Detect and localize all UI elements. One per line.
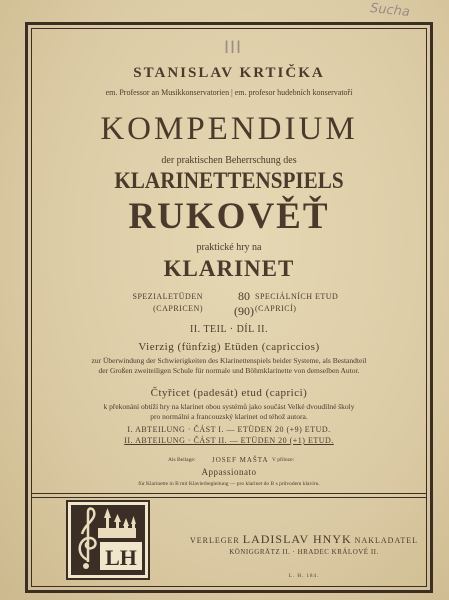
- instrument-german: KLARINETTENSPIELS: [114, 168, 344, 193]
- appassionato-title: Appassionato: [201, 467, 257, 477]
- description-german-line2: der Großen zweiteiligen Schule für normale und Böhmklarinette von demselben Autor.: [98, 365, 360, 375]
- instrument-czech: KLARINET: [163, 256, 295, 281]
- pencil-signature: Sucha: [369, 0, 411, 21]
- subtitle-czech: praktické hry na: [196, 242, 262, 253]
- beilage-label-czech: V příloze:: [272, 457, 295, 463]
- beilage-label: Als Beilage:: [168, 457, 196, 463]
- footer-rule-bottom: [31, 497, 427, 498]
- publisher-line: [188, 532, 420, 547]
- abteilung-two-text: II. ABTEILUNG · ČÁST II. — ETÜDEN 20 (+1) ETUD.: [124, 436, 334, 445]
- publisher-name: LADISLAV HNYK: [242, 532, 352, 546]
- etuden-block: [31, 289, 427, 321]
- etuden-german-line1: SPEZIALETÜDEN: [132, 292, 203, 301]
- description-czech-line2: pro normální a francouzský klarinet od téhož autora.: [150, 411, 308, 421]
- part-heading: II. TEIL · DÍL II.: [189, 324, 269, 335]
- title-czech: RUKOVĚŤ: [128, 196, 330, 237]
- publisher-prefix: VERLEGER: [189, 536, 240, 545]
- beilage-composer: JOSEF MAŠTA: [212, 456, 269, 464]
- etuden-count-main: 80: [238, 289, 250, 303]
- description-german: [31, 356, 427, 375]
- appassionato-instrumentation: für Klarinette in B mit Klavierbegleitung — pro klarinet do B s průvodem klavíru.: [138, 481, 320, 487]
- subtitle-german: der praktischen Beherrschung des: [161, 155, 297, 166]
- author-titles: em. Professor an Musikkonservatorien | em. profesor hudebních konservatoří: [105, 88, 353, 97]
- publisher-suffix: NAKLADATEL: [354, 536, 418, 545]
- etuden-count-alt: (90): [234, 304, 254, 318]
- author-name: STANISLAV KRTIČKA: [133, 65, 325, 81]
- description-czech: [31, 402, 427, 421]
- etuden-czech-line1: SPECIÁLNÍCH ETUD: [255, 292, 339, 301]
- etuden-german-line2: (CAPRICEN): [153, 304, 203, 313]
- publisher-location: KÖNIGGRÄTZ II. · HRADEC KRÁLOVÉ II.: [229, 548, 379, 556]
- catalog-number: L. H. 184.: [288, 574, 320, 579]
- title-german: KOMPENDIUM: [100, 111, 358, 147]
- logo-monogram: LH: [105, 545, 137, 570]
- vierzig-heading: Vierzig (fünfzig) Etüden (capriccios): [138, 341, 320, 353]
- abteilung-two: [31, 436, 427, 445]
- ctyricet-heading: Čtyřicet (padesát) etud (caprici): [150, 387, 308, 399]
- etuden-czech-line2: (CAPRICÍ): [255, 304, 297, 313]
- etuden-czech: [255, 291, 338, 315]
- publisher-logo: [66, 500, 150, 580]
- etuden-german: [133, 291, 204, 315]
- footer-rule-top: [31, 493, 427, 494]
- abteilung-one: I. ABTEILUNG · ČÁST I. — ETÜDEN 20 (+9) ETUD.: [127, 425, 331, 434]
- description-german-line1: zur Überwindung der Schwierigkeiten des Klarinettenspiels beider Systeme, als Bestandteil: [91, 356, 367, 365]
- pencil-roman-numeral: III: [224, 38, 243, 58]
- description-czech-line1: k překonání obtíží hry na klarinet obou systémů jako součást Velké dvoudílné školy: [103, 402, 355, 411]
